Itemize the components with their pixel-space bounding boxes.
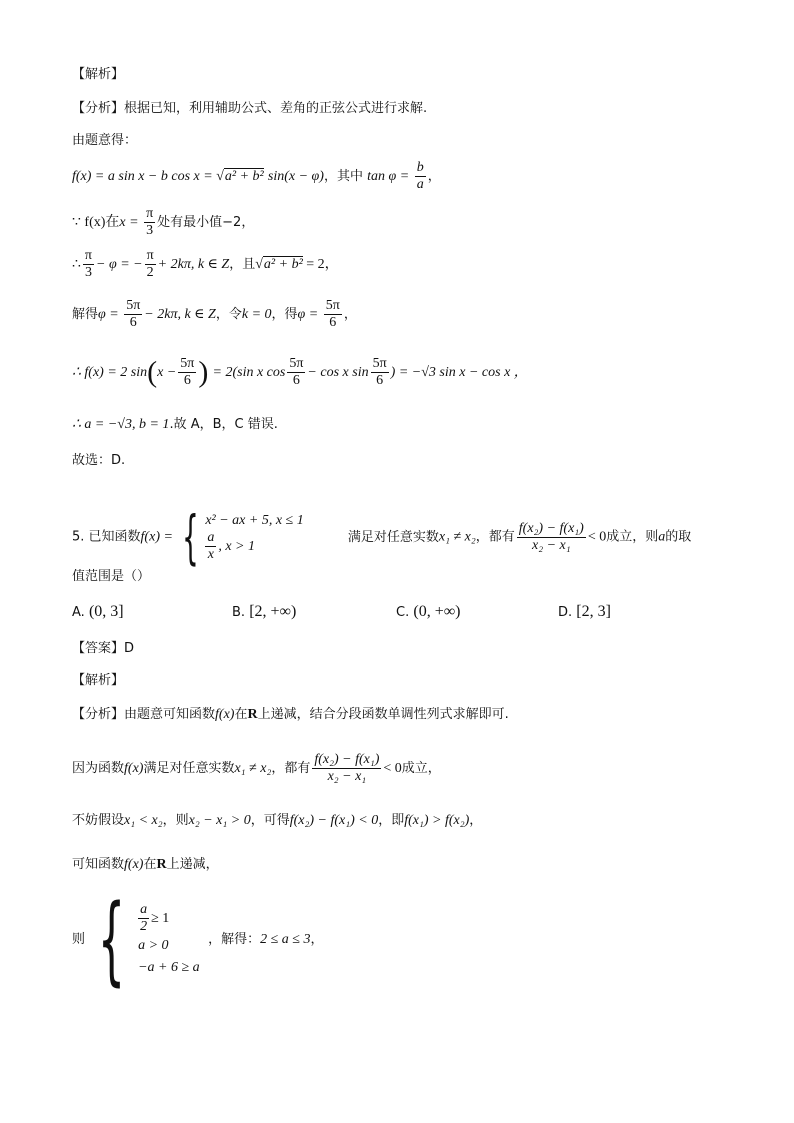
analysis-tag: 【分析】 [72, 101, 125, 116]
equation-2: ∵ f(x)在x = $\frac{\pi}{3}$ 处有最小值−2， [72, 206, 255, 238]
q5-step-3: 可知函数f(x)在R上递减， [72, 857, 219, 872]
equation-6: ∴ a = −√3, b = 1.故 A，B，C 错误. [72, 417, 278, 432]
q5-step-4-system: 则 { $\frac{a}{2}$ ≥ 1 a > 0 −a + 6 ≥ a ，解得： 2 ≤ a ≤ 3 ， [72, 884, 324, 996]
fraction-b-over-a: $\frac{b}{a}$ [416, 160, 424, 192]
choice-d-line: 故选：D. [72, 453, 126, 468]
equation-1: f(x) = a sin x − b cos x = √a² + b² sin(x − φ)，其中 tan φ = $\frac{b}{a}$ ， [72, 160, 441, 192]
option-a[interactable]: A. (0, 3] [72, 603, 124, 620]
answer-line: 【答案】D [72, 641, 135, 656]
equation-3: ∴ $\frac{\pi}{3}$ − φ = − $\frac{\pi}{2}$ + 2kπ, k ∈ Z，且√a² + b² = 2， [72, 248, 339, 280]
option-b[interactable]: B. [2, +∞) [232, 603, 297, 620]
question-5-stem: 5. 已知函数f(x) = { x² − ax + 5, x ≤ 1 $\frac{a}{x}$ , x > 1 满足对任意实数x₁ ≠ x₂，都有 $\frac{\text{f(x₂) − f(x₁)}}{\text{x₂ − x₁}}$ < 0成立，则a的取 [72, 503, 692, 571]
q5-step-2: 不妨假设x₁ < x₂，则x₂ − x₁ > 0，可得f(x₂) − f(x₁) < 0，即f(x₁) > f(x₂)， [72, 813, 483, 828]
equation-5: ∴ f(x) = 2 sin(x − $\frac{5\pi}{6}$ ) = 2(sin x cos $\frac{5\pi}{6}$ − cos x sin $\frac{5\pi}{6}$ ) = −√3 sin x − cos x ， [72, 355, 528, 389]
option-d[interactable]: D. [2, 3] [558, 603, 611, 620]
equation-4: 解得φ = $\frac{5\pi}{6}$ − 2kπ, k ∈ Z，令k = 0，得φ = $\frac{5\pi}{6}$ ， [72, 298, 357, 330]
analysis-text: 根据已知，利用辅助公式、差角的正弦公式进行求解. [124, 101, 428, 116]
youti-line: 由题意得： [72, 133, 138, 148]
q5-step-1: 因为函数f(x)满足对任意实数x₁ ≠ x₂，都有 $\frac{\text{f(x₂) − f(x₁)}}{\text{x₂ − x₁}}$ < 0成立， [72, 752, 441, 784]
option-c[interactable]: C. (0, +∞) [396, 603, 461, 620]
analysis-line [72, 100, 427, 118]
q5-analysis: 【分析】由题意可知函数f(x)在R上递减，结合分段函数单调性列式求解即可. [72, 707, 509, 722]
q5-jiexi-heading: 【解析】 [72, 673, 125, 688]
question-5-stem-cont: 值范围是（） [72, 569, 151, 584]
piecewise-function: { x² − ax + 5, x ≤ 1 $\frac{a}{x}$ , x > 1 [182, 503, 304, 571]
section-jiexi-heading: 【解析】 [72, 67, 125, 82]
